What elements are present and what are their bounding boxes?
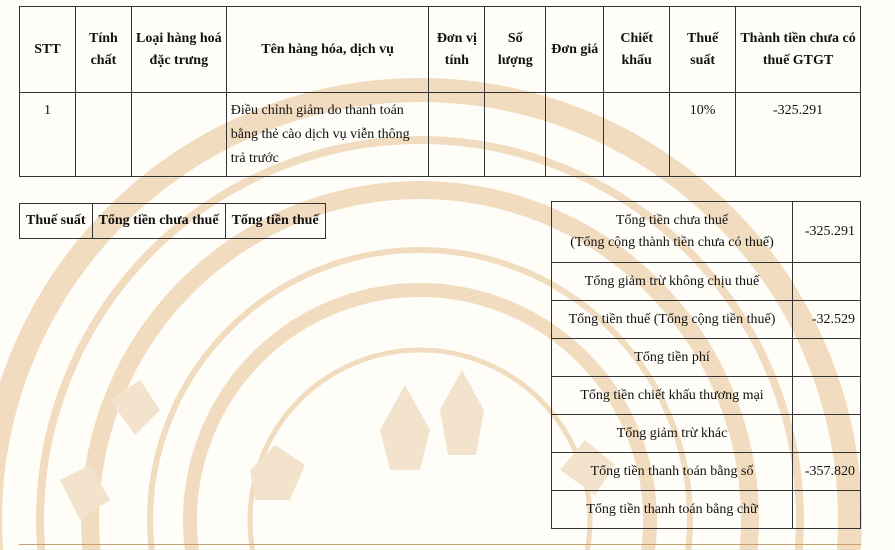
col-rate-tong-tien-chua-thue: Tổng tiền chưa thuế xyxy=(92,204,225,239)
nontaxable-deduction-value xyxy=(793,263,861,301)
payment-words-label: Tổng tiền thanh toán bằng chữ xyxy=(552,491,793,529)
cell-ten-hang: Điều chỉnh giảm do thanh toán bằng thẻ cào dịch vụ viễn thông trả trước xyxy=(226,93,429,177)
subtotal-label xyxy=(552,202,793,263)
bottom-divider xyxy=(19,544,861,545)
cell-tinh-chat xyxy=(75,93,131,177)
total-row-fee xyxy=(552,339,861,377)
subtotal-subtitle: (Tổng cộng thành tiền chưa có thuế) xyxy=(570,235,774,250)
table-header-row xyxy=(20,204,326,239)
subtotal-value: -325.291 xyxy=(793,202,861,263)
payment-number-value: -357.820 xyxy=(793,453,861,491)
cell-stt: 1 xyxy=(20,93,76,177)
tax-rate-summary-table xyxy=(19,203,326,239)
total-row-payment-words xyxy=(552,491,861,529)
table-row xyxy=(20,93,861,177)
total-row-nontaxable-deduction xyxy=(552,263,861,301)
cell-chiet-khau xyxy=(604,93,670,177)
cell-thanh-tien: -325.291 xyxy=(736,93,861,177)
col-tinh-chat: Tính chất xyxy=(75,7,131,93)
tax-total-label: Tổng tiền thuế (Tổng cộng tiền thuế) xyxy=(552,301,793,339)
invoice-items-table xyxy=(19,6,861,177)
cell-loai-hang xyxy=(131,93,226,177)
subtotal-title: Tổng tiền chưa thuế xyxy=(615,213,729,228)
col-loai-hang: Loại hàng hoá đặc trưng xyxy=(131,7,226,93)
total-row-payment-number xyxy=(552,453,861,491)
cell-don-vi xyxy=(429,93,485,177)
total-row-other-deduction xyxy=(552,415,861,453)
total-row-tax xyxy=(552,301,861,339)
col-don-gia: Đơn giá xyxy=(546,7,604,93)
table-header-row xyxy=(20,7,861,93)
col-chiet-khau: Chiết khấu xyxy=(604,7,670,93)
col-rate-thue-suat: Thuế suất xyxy=(20,204,93,239)
payment-number-label: Tổng tiền thanh toán bằng số xyxy=(552,453,793,491)
col-don-vi: Đơn vị tính xyxy=(429,7,485,93)
col-thanh-tien: Thành tiền chưa có thuế GTGT xyxy=(736,7,861,93)
total-row-subtotal xyxy=(552,202,861,263)
payment-words-value xyxy=(793,491,861,529)
fee-value xyxy=(793,339,861,377)
other-deduction-value xyxy=(793,415,861,453)
discount-value xyxy=(793,377,861,415)
cell-so-luong xyxy=(485,93,546,177)
fee-label: Tổng tiền phí xyxy=(552,339,793,377)
cell-don-gia xyxy=(546,93,604,177)
col-stt: STT xyxy=(20,7,76,93)
nontaxable-deduction-label: Tổng giảm trừ không chịu thuế xyxy=(552,263,793,301)
other-deduction-label: Tổng giảm trừ khác xyxy=(552,415,793,453)
col-so-luong: Số lượng xyxy=(485,7,546,93)
tax-total-value: -32.529 xyxy=(793,301,861,339)
total-row-discount xyxy=(552,377,861,415)
discount-label: Tổng tiền chiết khấu thương mại xyxy=(552,377,793,415)
col-ten-hang: Tên hàng hóa, dịch vụ xyxy=(226,7,429,93)
col-rate-tong-tien-thue: Tổng tiền thuế xyxy=(225,204,325,239)
totals-table xyxy=(551,201,861,529)
cell-thue-suat: 10% xyxy=(670,93,736,177)
col-thue-suat: Thuế suất xyxy=(670,7,736,93)
